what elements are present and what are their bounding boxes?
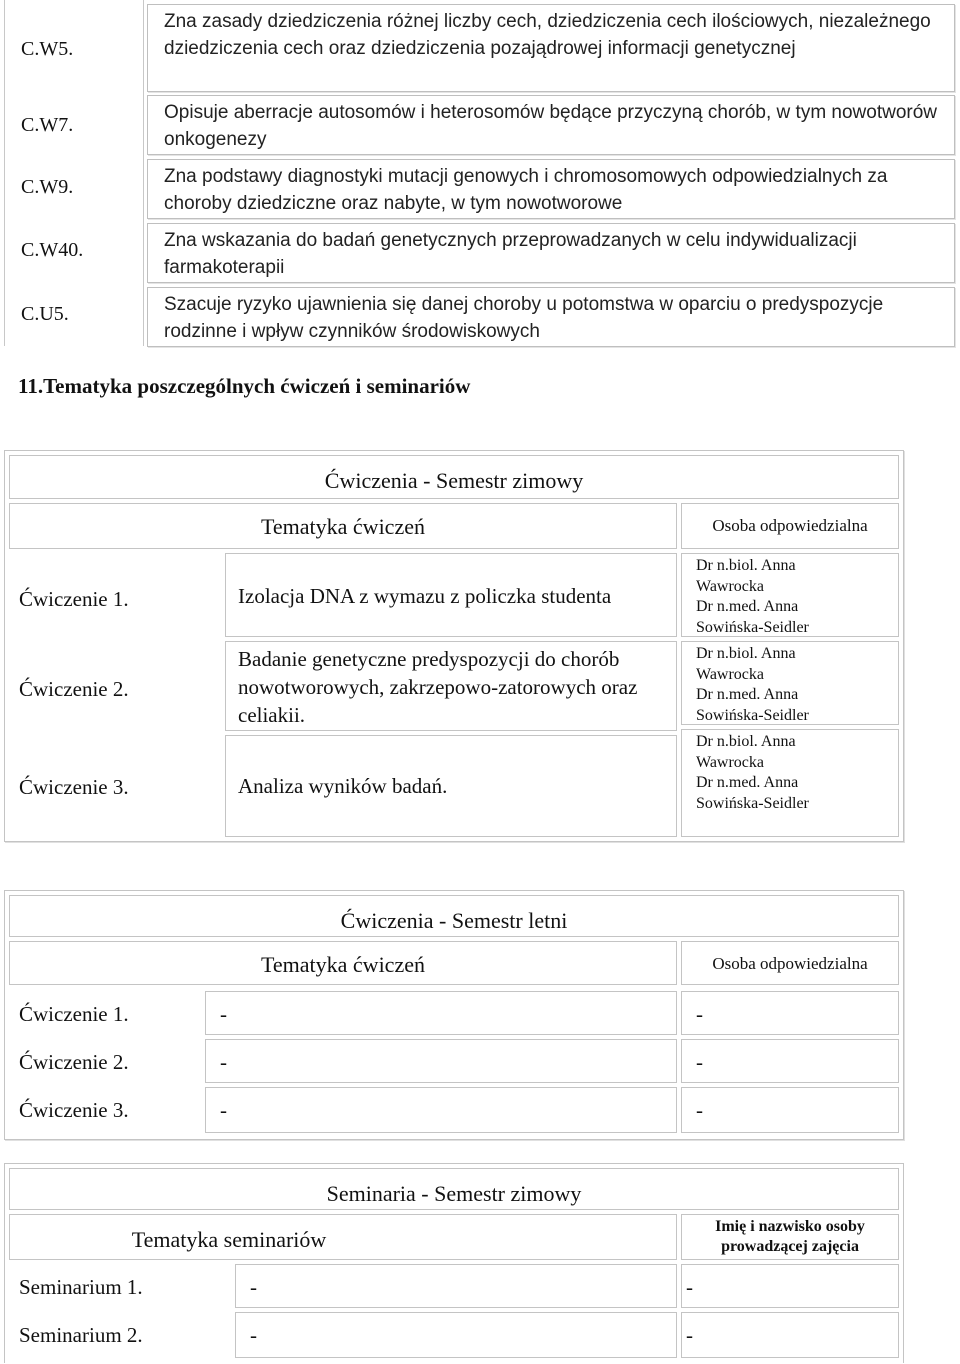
outcome-code: C.W9. — [21, 176, 74, 198]
seminar-person-cell — [681, 1312, 899, 1358]
responsible-person: Dr n.biol. Anna Wawrocka Dr n.med. Anna Sowińska-Seidler — [696, 733, 809, 812]
exercise-label: Ćwiczenie 2. — [19, 1050, 129, 1074]
exercise-topic: - — [220, 1002, 227, 1026]
exercise-topic: - — [220, 1098, 227, 1122]
exercise-label: Ćwiczenie 2. — [19, 677, 129, 701]
summer-topic-cell — [205, 1039, 677, 1083]
summer-person-cell — [681, 1087, 899, 1133]
summer-topic-cell — [205, 1087, 677, 1133]
seminars-person-header-cell — [681, 1214, 899, 1260]
winter-person-cell — [681, 729, 899, 837]
winter-topic-cell — [225, 553, 677, 637]
seminar-topic-cell — [235, 1264, 677, 1308]
winter-person-header-cell — [681, 503, 899, 549]
summer-person-header-cell — [681, 941, 899, 985]
responsible-person: Dr n.biol. Anna Wawrocka Dr n.med. Anna Sowińska-Seidler — [696, 645, 809, 724]
summer-person-cell — [681, 991, 899, 1035]
summer-person-header: Osoba odpowiedzialna — [712, 954, 868, 973]
winter-topic-cell — [225, 735, 677, 837]
exercise-topic: Badanie genetyczne predyspozycji do chorób nowotworowych, zakrzepowo-zatorowych oraz celiakii. — [238, 647, 638, 727]
summer-exercises-table — [4, 890, 904, 1140]
seminars-topic-header-cell — [9, 1214, 677, 1260]
winter-topic-header-cell — [9, 503, 677, 549]
winter-person-cell — [681, 553, 899, 637]
summer-person-cell — [681, 1039, 899, 1083]
seminar-person: - — [686, 1323, 693, 1347]
outcome-row: Zna wskazania do badań genetycznych przeprowadzanych w celu indywidualizacji farmakoterapii — [147, 223, 955, 283]
outcome-code: C.W5. — [21, 38, 74, 60]
exercise-label: Ćwiczenie 3. — [19, 775, 129, 799]
summer-title-cell — [9, 895, 899, 937]
exercise-label: Ćwiczenie 3. — [19, 1098, 129, 1122]
responsible-person: - — [696, 1002, 703, 1026]
seminar-person-cell — [681, 1264, 899, 1308]
outcome-row: Szacuje ryzyko ujawnienia się danej choroby u potomstwa w oparciu o predyspozycje rodzinne i wpływ czynników środowiskowych — [147, 287, 955, 347]
responsible-person: Dr n.biol. Anna Wawrocka Dr n.med. Anna Sowińska-Seidler — [696, 557, 809, 636]
seminar-topic: - — [250, 1323, 257, 1347]
winter-topic-header: Tematyka ćwiczeń — [261, 514, 425, 539]
seminar-label: Seminarium 2. — [19, 1323, 143, 1347]
seminars-topic-header: Tematyka seminariów — [131, 1227, 327, 1252]
seminar-label: Seminarium 1. — [19, 1275, 143, 1299]
responsible-person: - — [696, 1098, 703, 1122]
outcome-row: Zna zasady dziedziczenia różnej liczby cech, dziedziczenia cech ilościowych, niezależnego dziedziczenia cech oraz dziedziczenia pozajądrowej informacji genetycznej — [147, 4, 955, 92]
exercise-label: Ćwiczenie 1. — [19, 1002, 129, 1026]
exercise-topic: Izolacja DNA z wymazu z policzka studenta — [238, 584, 612, 608]
outcome-code: C.W40. — [21, 239, 84, 261]
seminar-topic-cell — [235, 1312, 677, 1358]
outcome-codes-column — [4, 0, 144, 346]
seminars-person-header: Imię i nazwisko osoby prowadzącej zajęcia — [715, 1218, 865, 1255]
outcome-code: C.W7. — [21, 114, 74, 136]
exercise-topic: Analiza wyników badań. — [238, 774, 448, 798]
seminar-topic: - — [250, 1275, 257, 1299]
winter-title-cell — [9, 455, 899, 499]
outcome-code: C.U5. — [21, 303, 69, 325]
winter-topic-cell — [225, 641, 677, 731]
seminars-title-cell — [9, 1168, 899, 1210]
summer-topic-cell — [205, 991, 677, 1035]
responsible-person: - — [696, 1050, 703, 1074]
outcome-row: Opisuje aberracje autosomów i heterosomów będące przyczyną chorób, w tym nowotworów onkogenezy — [147, 95, 955, 155]
summer-topic-header-cell — [9, 941, 677, 985]
exercise-topic: - — [220, 1050, 227, 1074]
winter-exercises-table — [4, 450, 904, 842]
outcome-row: Zna podstawy diagnostyki mutacji genowych i chromosomowych odpowiedzialnych za choroby dziedziczne oraz nabyte, w tym nowotworowe — [147, 159, 955, 219]
winter-title: Ćwiczenia - Semestr zimowy — [324, 468, 584, 493]
winter-person-cell — [681, 641, 899, 725]
seminars-title: Seminaria - Semestr zimowy — [326, 1181, 582, 1206]
section-heading: 11.Tematyka poszczególnych ćwiczeń i seminariów — [18, 374, 471, 398]
seminars-table — [4, 1163, 904, 1363]
seminar-person: - — [686, 1275, 693, 1299]
winter-person-header: Osoba odpowiedzialna — [712, 516, 868, 535]
summer-topic-header: Tematyka ćwiczeń — [261, 952, 425, 977]
summer-title: Ćwiczenia - Semestr letni — [340, 908, 568, 933]
exercise-label: Ćwiczenie 1. — [19, 587, 129, 611]
